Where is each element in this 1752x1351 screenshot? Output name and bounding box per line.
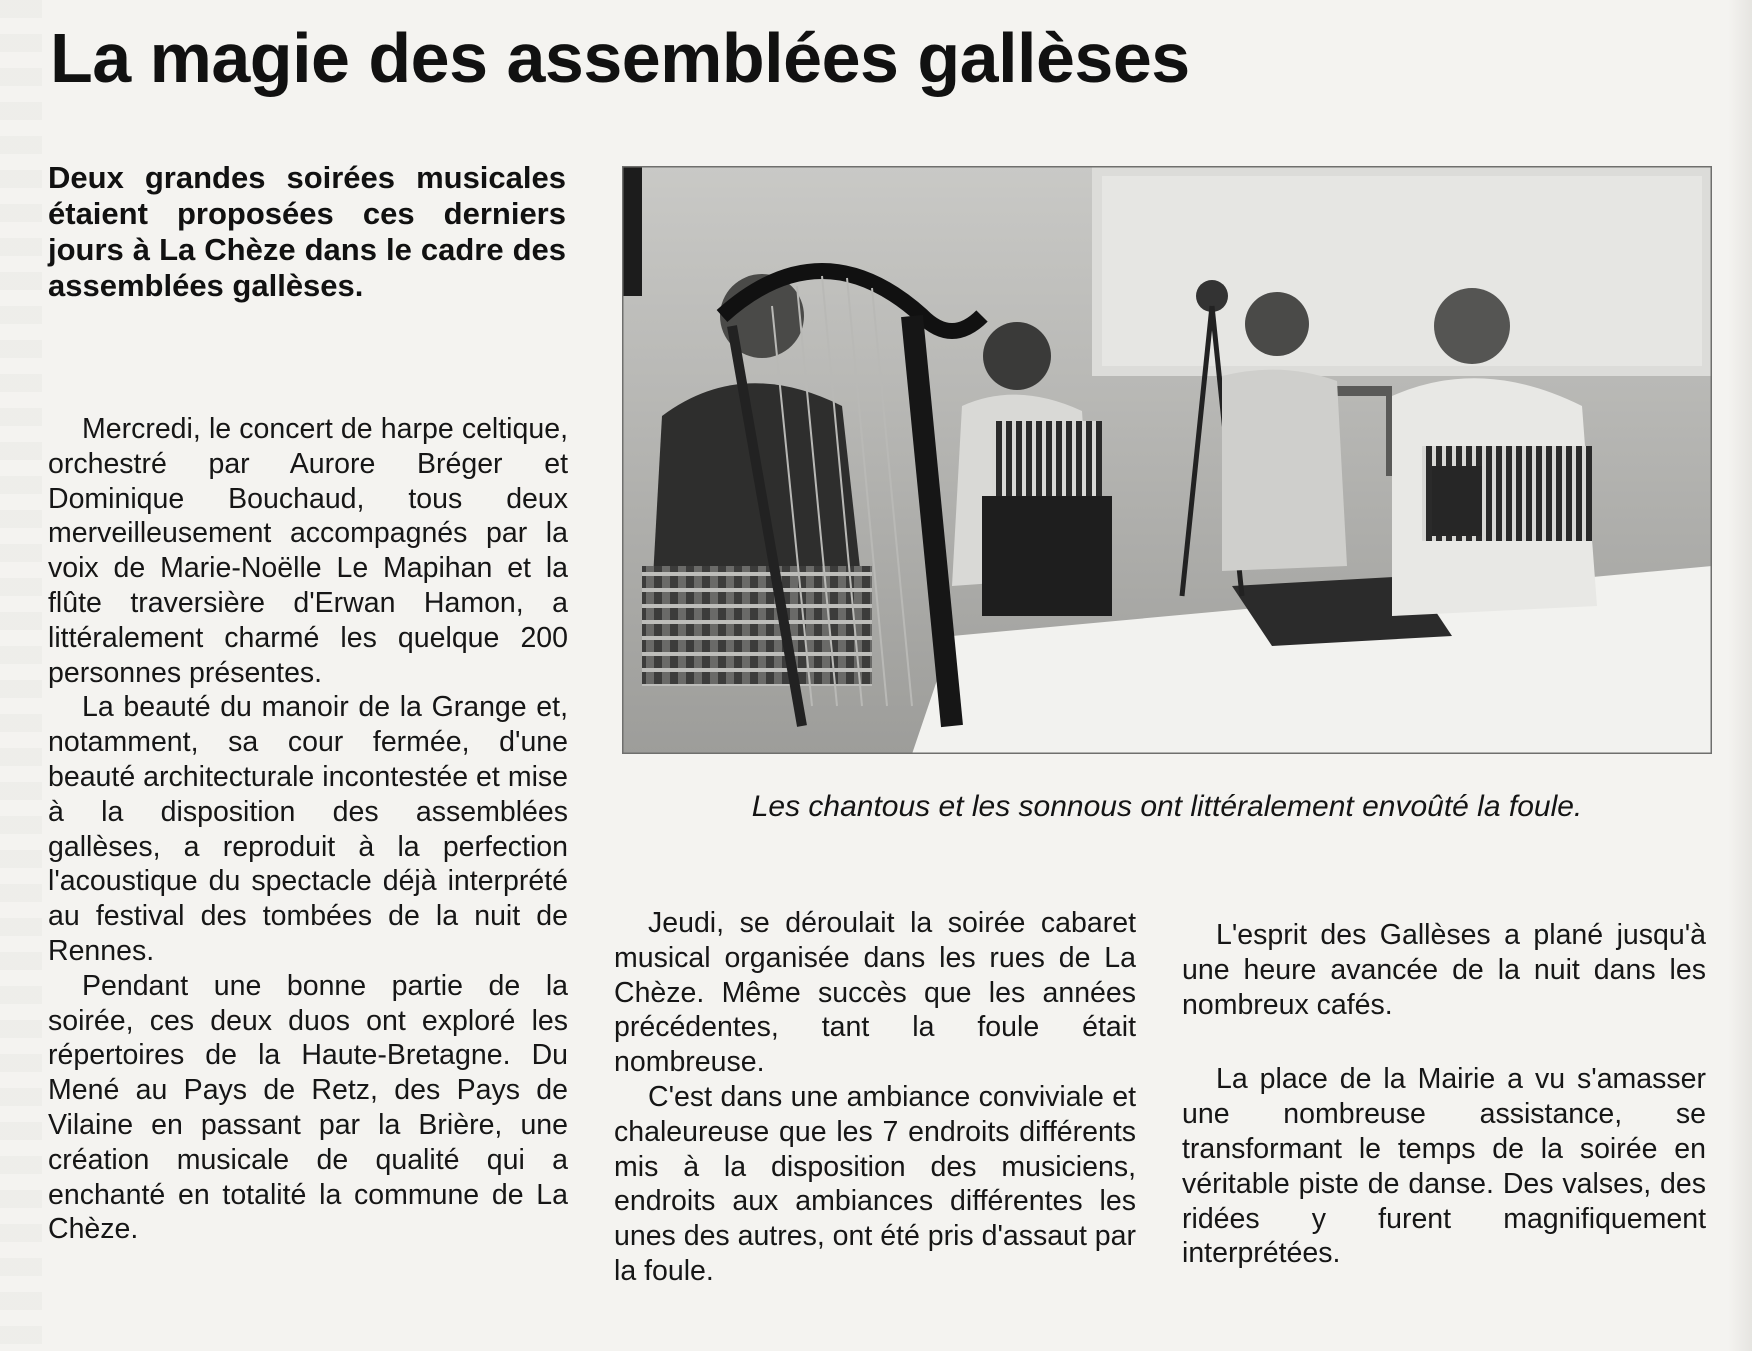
column-2 (614, 906, 1136, 1289)
col1-paragraph-3: Pendant une bonne partie de la soirée, ces deux duos ont exploré les répertoires de la Haute-Bretagne. Du Mené au Pays de Retz, des Pays de Vilaine en passant par la Brière, une création musicale de qualité qui a enchanté en totalité la commune de La Chèze. (48, 969, 568, 1246)
page-edge-right (1728, 0, 1752, 1351)
article-headline: La magie des assemblées gallèses (50, 19, 1190, 97)
page-edge-left (0, 0, 42, 1351)
col1-paragraph-2: La beauté du manoir de la Grange et, notamment, sa cour fermée, d'une beauté architecturale incontestée et mise à la disposition des assemblées gallèses, a reproduit à la perfection l'acoustique du spectacle déjà interprété au festival des tombées de la nuit de Rennes. (48, 691, 568, 967)
musicians-photo-image (622, 166, 1712, 754)
article-lede: Deux grandes soirées musicales étaient proposées ces derniers jours à La Chèze dans le cadre des assemblées gallèses. (48, 160, 566, 303)
photo-caption: Les chantous et les sonnous ont littéralement envoûté la foule. (751, 790, 1583, 823)
col3-paragraph-1: L'esprit des Gallèses a plané jusqu'à une heure avancée de la nuit dans les nombreux cafés. (1182, 919, 1706, 1021)
column-1 (48, 412, 568, 1247)
col2-paragraph-2: C'est dans une ambiance conviviale et chaleureuse que les 7 endroits différents mis à la disposition des musiciens, endroits aux ambiances différentes les unes des autres, ont été pris d'assaut par la foule. (614, 1080, 1136, 1287)
musicians-photo (622, 166, 1712, 754)
col3-paragraph-2: La place de la Mairie a vu s'amasser une nombreuse assistance, se transformant le temps de la soirée en véritable piste de danse. Des valses, des ridées y furent magnifiquement interprétées. (1182, 1063, 1706, 1270)
col2-paragraph-1: Jeudi, se déroulait la soirée cabaret musical organisée dans les rues de La Chèze. Même succès que les années précédentes, tant la foule était nombreuse. (614, 907, 1136, 1079)
col1-paragraph-1: Mercredi, le concert de harpe celtique, orchestré par Aurore Bréger et Dominique Bouchaud, tous deux merveilleusement accompagnés par la voix de Marie-Noëlle Le Mapihan et la flûte traversière d'Erwan Hamon, a littéralement charmé les quelque 200 personnes présentes. (48, 413, 568, 689)
column-3 (1182, 918, 1706, 1271)
